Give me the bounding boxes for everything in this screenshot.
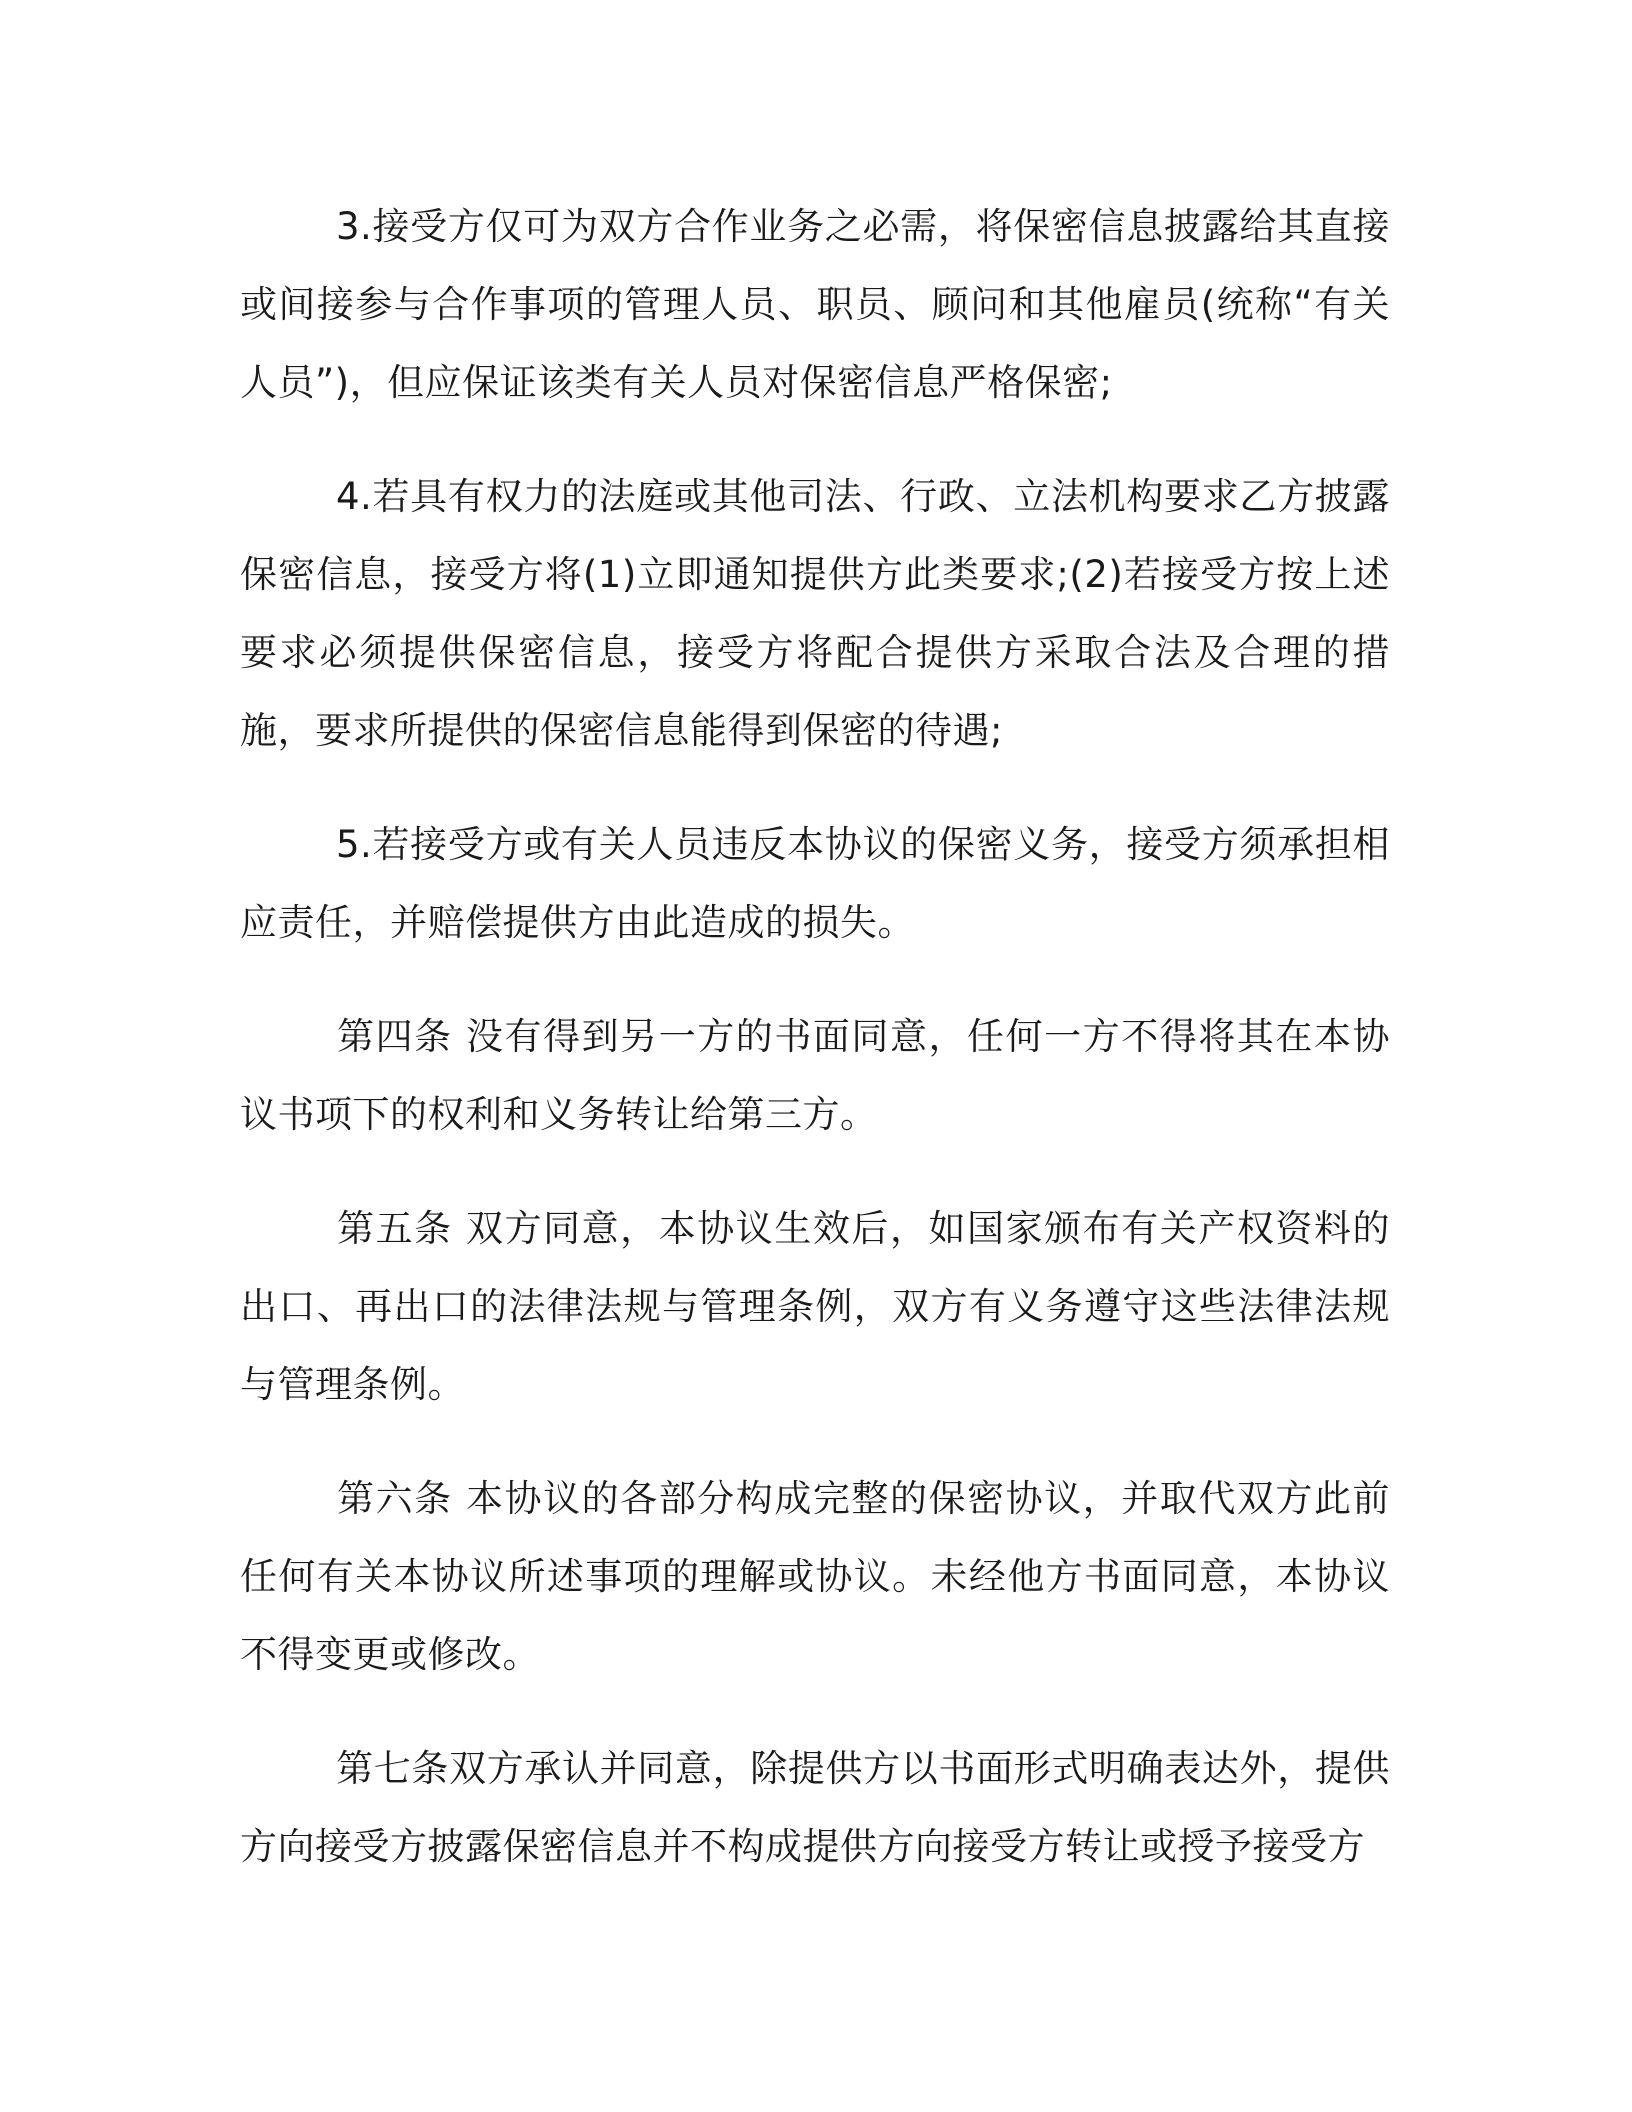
clause-4-text: 4.若具有权力的法庭或其他司法、行政、立法机构要求乙方披露保密信息，接受方将(1)立即通知提供方此类要求;(2)若接受方按上述要求必须提供保密信息，接受方将配合提供方采取合法及合理的措施，要求所提供的保密信息能得到保密的待遇; (240, 475, 1390, 752)
article-7-paragraph (240, 1730, 1390, 1886)
clause-3-text: 3.接受方仅可为双方合作业务之必需，将保密信息披露给其直接或间接参与合作事项的管理人员、职员、顾问和其他雇员(统称“有关人员”)，但应保证该类有关人员对保密信息严格保密; (240, 205, 1390, 404)
article-7-text: 第七条双方承认并同意，除提供方以书面形式明确表达外，提供方向接受方披露保密信息并不构成提供方向接受方转让或授予接受方 (240, 1747, 1390, 1868)
clause-5-text: 5.若接受方或有关人员违反本协议的保密义务，接受方须承担相应责任，并赔偿提供方由此造成的损失。 (240, 823, 1390, 944)
article-4-text: 第四条 没有得到另一方的书面同意，任何一方不得将其在本协议书项下的权利和义务转让给第三方。 (240, 1015, 1390, 1136)
clause-5-paragraph (240, 806, 1390, 962)
document-body (240, 188, 1390, 1922)
clause-3-paragraph (240, 188, 1390, 422)
clause-4-paragraph (240, 458, 1390, 770)
article-6-paragraph (240, 1460, 1390, 1694)
article-5-paragraph (240, 1190, 1390, 1424)
article-5-text: 第五条 双方同意，本协议生效后，如国家颁布有关产权资料的出口、再出口的法律法规与管理条例，双方有义务遵守这些法律法规与管理条例。 (240, 1207, 1390, 1406)
article-6-text: 第六条 本协议的各部分构成完整的保密协议，并取代双方此前任何有关本协议所述事项的理解或协议。未经他方书面同意，本协议不得变更或修改。 (240, 1477, 1390, 1676)
article-4-paragraph (240, 998, 1390, 1154)
